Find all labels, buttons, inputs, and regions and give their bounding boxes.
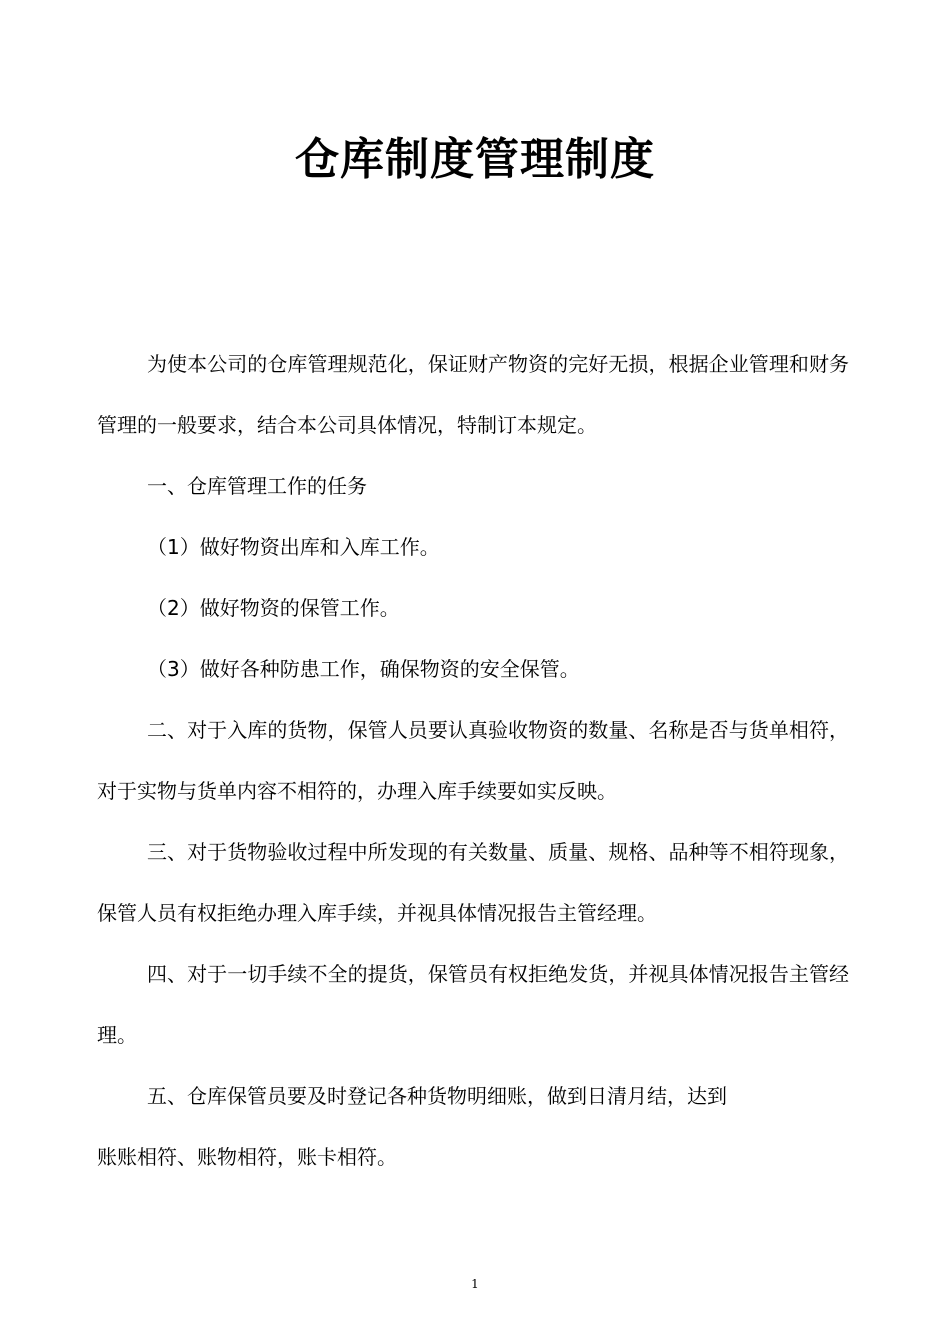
section-5-line-2: 账账相符、账物相符，账卡相符。 [97,1145,397,1169]
section-1-item-1: （1）做好物资出库和入库工作。 [147,535,440,559]
document-body [97,334,849,1188]
section-3-paragraph: 三、对于货物验收过程中所发现的有关数量、质量、规格、品种等不相符现象，保管人员有权拒绝办理入库手续，并视具体情况报告主管经理。 [97,840,849,925]
section-5-line-1: 五、仓库保管员要及时登记各种货物明细账，做到日清月结，达到 [147,1084,727,1108]
page-number: 1 [471,1277,479,1291]
section-4-paragraph: 四、对于一切手续不全的提货，保管员有权拒绝发货，并视具体情况报告主管经理。 [97,962,849,1047]
section-1-item-3: （3）做好各种防患工作，确保物资的安全保管。 [147,657,580,681]
section-1-item-2: （2）做好物资的保管工作。 [147,596,400,620]
section-2-paragraph: 二、对于入库的货物，保管人员要认真验收物资的数量、名称是否与货单相符，对于实物与货单内容不相符的，办理入库手续要如实反映。 [97,718,849,803]
section-1-heading: 一、仓库管理工作的任务 [147,474,367,498]
intro-paragraph: 为使本公司的仓库管理规范化，保证财产物资的完好无损，根据企业管理和财务管理的一般要求，结合本公司具体情况，特制订本规定。 [97,352,849,437]
document-title: 仓库制度管理制度 [295,134,655,185]
